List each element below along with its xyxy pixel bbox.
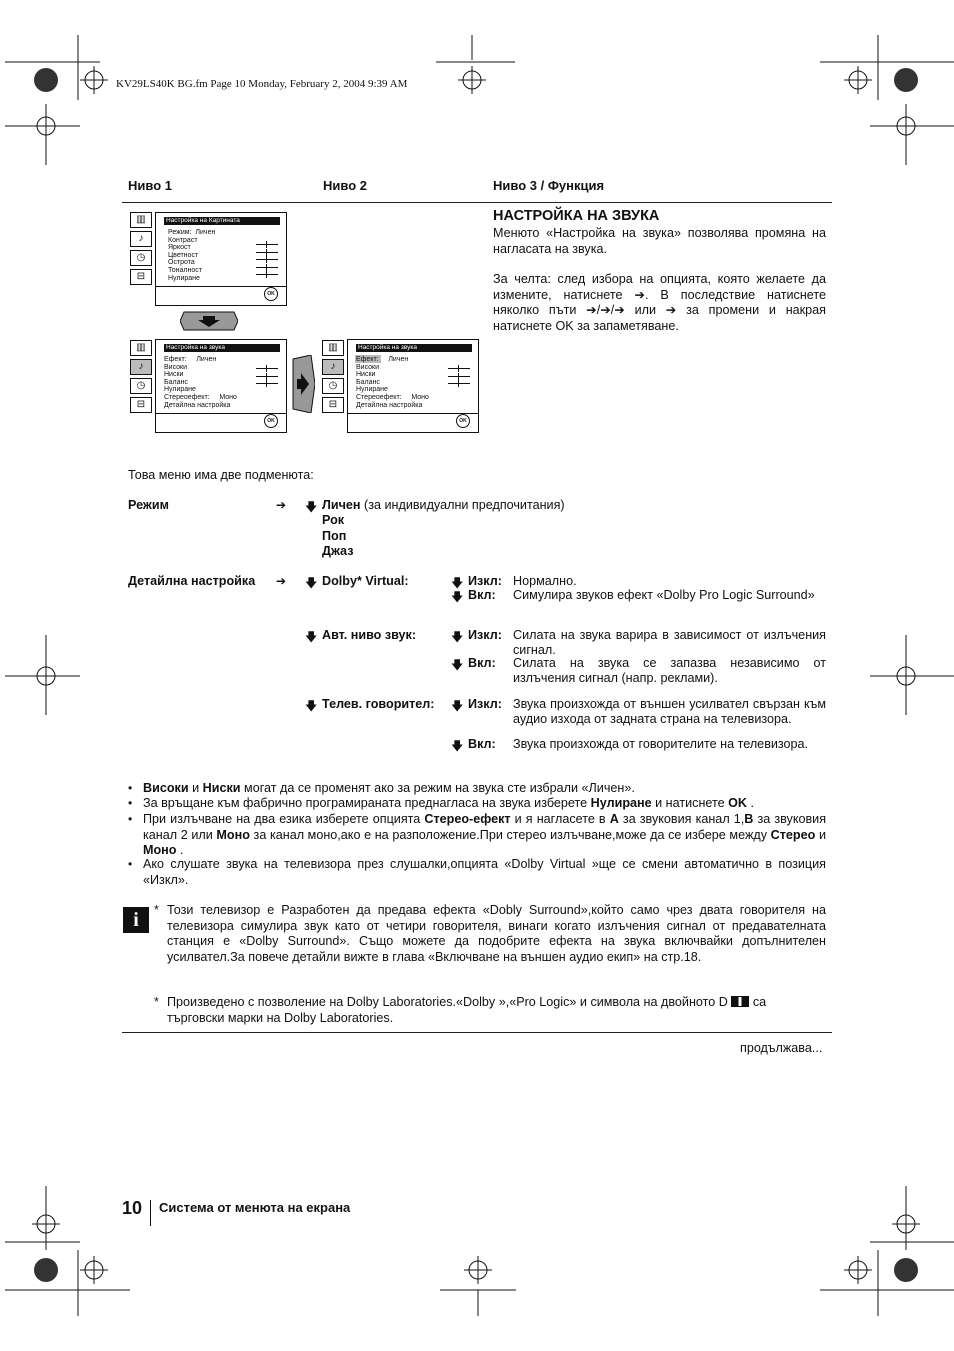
setup-icon: ⊟ — [322, 397, 344, 413]
detail-off-label: Изкл: — [468, 628, 502, 642]
detail-on-text: Звука произхожда от говорителите на телевизора. — [513, 737, 809, 751]
picture-icon: ▥ — [130, 212, 152, 228]
down-arrow-icon: 🡇 — [451, 630, 464, 644]
menu-icons-3 — [322, 340, 344, 416]
down-arrow-button — [180, 310, 238, 332]
clock-icon: ◷ — [130, 250, 152, 266]
detail-off-text: Нормално. — [513, 574, 577, 588]
detail-off-label: Изкл: — [468, 574, 502, 588]
footnote-star: * — [154, 903, 159, 917]
sound-icon: ♪ — [130, 231, 152, 247]
down-arrow-icon: 🡇 — [305, 576, 318, 590]
mode-option-rock: Рок — [322, 513, 345, 527]
bullet-dot: • — [128, 796, 133, 810]
section-intro: Менюто «Настройка на звука» позволява промяна на нагласата на звука. — [493, 226, 826, 256]
header-rule — [122, 202, 832, 203]
ok-icon: OK — [264, 414, 278, 428]
bullet-dot: • — [128, 857, 133, 871]
info-icon: i — [123, 907, 149, 933]
detail-label: Детайлна настройка — [128, 574, 256, 588]
menu-icons-1 — [130, 212, 152, 288]
picture-icon: ▥ — [322, 340, 344, 356]
down-arrow-icon: 🡇 — [305, 699, 318, 713]
page-number: 10 — [122, 1198, 143, 1218]
mode-option-pop: Поп — [322, 529, 347, 543]
file-info-header: KV29LS40K BG.fm Page 10 Monday, February 2, 2004 9:39 AM — [116, 78, 408, 90]
picture-menu-title: Настройка на Картината — [164, 217, 280, 225]
sound-menu-items: Ефект: Личен Високи Ниски Баланс Нулиране Стереоефект: Моно Детайлна настройка — [164, 356, 237, 409]
sound-menu — [155, 339, 287, 433]
down-arrow-icon: 🡇 — [451, 658, 464, 672]
detail-on-label: Вкл: — [468, 656, 496, 670]
down-arrow-icon: 🡇 — [451, 739, 464, 753]
sound-icon: ♪ — [322, 359, 344, 375]
sound-menu-selected-items: Ефект: Личен Високи Ниски Баланс Нулиране Стереоефект: Моно Детайлна настройка — [356, 356, 429, 409]
detail-off-label: Изкл: — [468, 697, 502, 711]
detail-row-name: Телев. говорител: — [322, 697, 435, 711]
menu-icons-2 — [130, 340, 152, 416]
detail-on-label: Вкл: — [468, 737, 496, 751]
ok-icon: OK — [456, 414, 470, 428]
right-arrow-icon: ➔ — [276, 498, 287, 512]
clock-icon: ◷ — [130, 378, 152, 394]
right-arrow-button — [291, 355, 315, 413]
bullet-1: Високи и Ниски могат да се променят ако за режим на звука сте избрали «Личен». — [143, 781, 635, 795]
section-help: За челта: след избора на опцията, която желаете да измените, натиснете ➔. В последствие натиснете няколко пъти ➔/➔/➔ или ➔ за промени и накрая натиснете OK за запаметяване. — [493, 272, 826, 333]
continue-text: продължава... — [740, 1041, 823, 1055]
bullet-3: При излъчване на два езика изберете опцията Стерео-ефект и я нагласете в A за звуковия канал 1,B за звуковия канал 2 или Моно за канал моно,ако е на разположение.При стерео излъчване,може да се избере между Стерео и Моно . — [143, 812, 827, 857]
detail-row-name: Авт. ниво звук: — [322, 628, 417, 642]
column-level2: Ниво 2 — [323, 178, 367, 193]
bullet-dot: • — [128, 812, 133, 826]
footer-divider — [150, 1200, 151, 1226]
down-arrow-icon: 🡇 — [305, 500, 318, 514]
picture-menu-items: Режим: Личен Контраст Яркост Цветност Острота Тоналност Нулиране — [168, 229, 216, 282]
submenus-intro: Това меню има две подменюта: — [128, 468, 314, 482]
mode-personal — [322, 498, 565, 513]
column-level3: Ниво 3 / Функция — [493, 178, 605, 193]
detail-on-text: Силата на звука се запазва независимо от излъчения сигнал (напр. реклами). — [513, 656, 826, 685]
note-2: Произведено с позволение на Dolby Laboratories.«Dolby »,«Pro Logic» и символа на двойното D са търговски марки на Dolby Laboratories. — [167, 995, 767, 1025]
bullet-dot: • — [128, 781, 133, 795]
picture-menu — [155, 212, 287, 306]
setup-icon: ⊟ — [130, 269, 152, 285]
setup-icon: ⊟ — [130, 397, 152, 413]
picture-icon: ▥ — [130, 340, 152, 356]
mode-option-personal: Личен — [322, 498, 361, 512]
sound-menu-title: Настройка на звука — [164, 344, 280, 352]
mode-option-jazz: Джаз — [322, 544, 354, 558]
ok-icon: OK — [264, 287, 278, 301]
mode-label: Режим — [128, 498, 169, 512]
sound-icon: ♪ — [130, 359, 152, 375]
column-level1: Ниво 1 — [128, 178, 172, 193]
down-arrow-icon: 🡇 — [451, 699, 464, 713]
down-arrow-icon: 🡇 — [305, 630, 318, 644]
detail-on-label: Вкл: — [468, 588, 496, 602]
notes-rule — [122, 1032, 832, 1033]
clock-icon: ◷ — [322, 378, 344, 394]
dolby-dd-icon — [731, 996, 749, 1007]
note-1: Този телевизор е Разработен да предава ефекта «Dobly Surround»,който само чрез двата говорителя на телевизора симулира звук като от четири говорителя, винаги когато излъчения сигнал от предавателната станция е «Dolby Surround». Също можете да подобрите ефекта на звука включвайки допълнителен усилвател.За повече детайли вижте в глава «Включване на външен аудио екип» на стр.18. — [167, 903, 826, 964]
detail-off-text: Звука произхожда от външен усилвател свързан към аудио изхода от задната страна на телевизора. — [513, 697, 826, 726]
bullet-4: Ако слушате звука на телевизора през слушалки,опцията «Dolby Virtual »ще се смени автоматично в позиция «Изкл». — [143, 857, 826, 887]
bullet-2: За връщане към фабрично програмираната преднагласа на звука изберете Нулиране и натиснете OK . — [143, 796, 755, 810]
down-arrow-icon: 🡇 — [451, 590, 464, 604]
right-arrow-icon: ➔ — [276, 574, 287, 588]
detail-on-text: Симулира звуков ефект «Dolby Pro Logic Surround» — [513, 588, 815, 602]
detail-off-text: Силата на звука варира в зависимост от излъчения сигнал. — [513, 628, 826, 657]
footnote-star: * — [154, 995, 159, 1009]
section-title: НАСТРОЙКА НА ЗВУКА — [493, 208, 660, 224]
sound-menu-selected — [347, 339, 479, 433]
down-arrow-icon: 🡇 — [451, 576, 464, 590]
mode-personal-note: (за индивидуални предпочитания) — [364, 498, 565, 512]
sound-menu-selected-title: Настройка на звука — [356, 344, 472, 352]
footer-title: Система от менюта на екрана — [159, 1200, 351, 1215]
detail-row-name: Dolby* Virtual: — [322, 574, 409, 588]
